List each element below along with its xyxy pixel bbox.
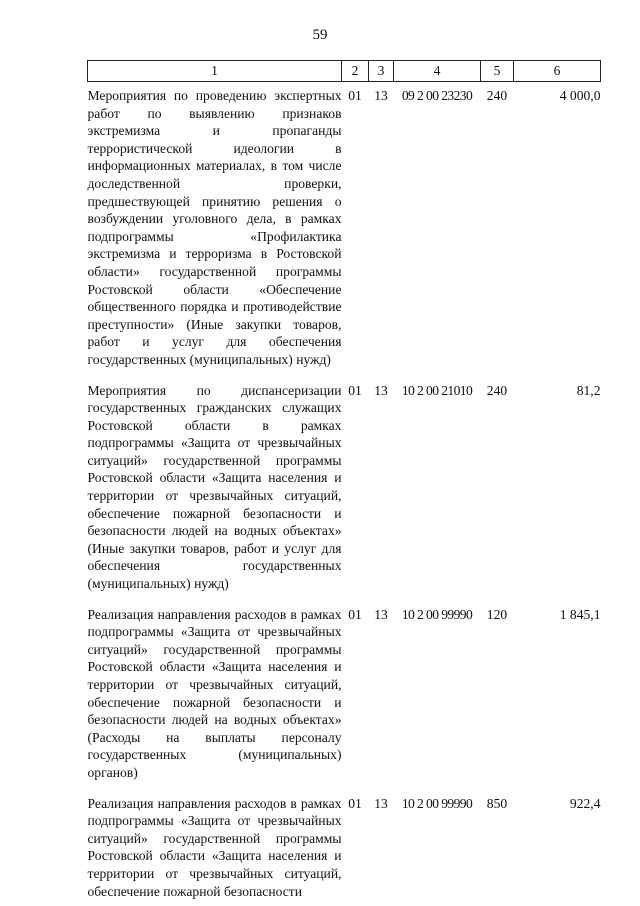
row-description: [88, 788, 342, 906]
row-target-article: 10 2 00 99990: [401, 606, 473, 622]
table-row: [88, 82, 601, 375]
row-subsection-code: 13: [374, 382, 388, 398]
row-expense-type: 240: [486, 88, 508, 103]
row-amount: 4 000,0: [559, 88, 601, 103]
budget-table: [87, 60, 601, 906]
row-section-code: 01: [348, 606, 362, 622]
row-description-text: Мероприятия по диспансеризации государственных гражданских служащих Ростовской области в рамках подпрограммы «Защита от чрезвычайных ситуаций» государственной программы Ростовской области «Защита населения и территории от чрезвычайных ситуаций, обеспечение пожарной безопасности и безопасности людей на водных объектах» (Иные закупки товаров, работ и услуг для обеспечения государственных (муниципальных) нужд): [87, 382, 342, 592]
row-target-article: 10 2 00 99990: [401, 795, 473, 811]
page-number: 59: [312, 27, 328, 43]
header-col-6: 6: [514, 61, 601, 82]
row-subsection-code: 13: [374, 606, 388, 622]
table-row: [88, 375, 601, 599]
row-amount: 922,4: [569, 795, 601, 811]
row-amount: 81,2: [576, 382, 601, 398]
row-section-code: 01: [348, 382, 362, 398]
row-description: [88, 82, 342, 375]
row-expense-type: 240: [486, 382, 508, 398]
row-expense-type: 850: [486, 795, 508, 811]
row-expense-type: 120: [486, 606, 508, 622]
table-row: [88, 599, 601, 788]
row-description-text: Реализация направления расходов в рамках подпрограммы «Защита от чрезвычайных ситуаций» государственной программы Ростовской области «Защита населения и территории от чрезвычайных ситуаций, обеспечение пожарной безопасности: [87, 795, 342, 899]
row-subsection-code: 13: [374, 795, 388, 811]
row-description-text: Реализация направления расходов в рамках подпрограммы «Защита от чрезвычайных ситуаций» государственной программы Ростовской области «Защита населения и территории от чрезвычайных ситуаций, обеспечение пожарной безопасности и безопасности людей на водных объектах» (Расходы на выплаты персоналу государственных (муниципальных) органов): [87, 606, 342, 780]
row-target-article: 10 2 00 21010: [401, 382, 473, 398]
row-amount: 1 845,1: [559, 606, 601, 622]
header-col-2: 2: [342, 61, 369, 82]
row-section-code: 01: [348, 795, 362, 811]
row-subsection-code: 13: [374, 88, 388, 103]
row-target-article: 09 2 00 23230: [401, 88, 473, 103]
header-col-4: 4: [394, 61, 481, 82]
header-col-5: 5: [481, 61, 514, 82]
table-row: [88, 788, 601, 906]
row-description-text: Мероприятия по проведению экспертных работ по выявлению признаков экстремизма и пропаганды террористической идеологии в информационных материалах, в том числе доследственной проверки, предшествующей принятию решения о возбуждении уголовного дела, в рамках подпрограммы «Профилактика экстремизма и терроризма в Ростовской области» государственной программы Ростовской области «Обеспечение общественного порядка и противодействие преступности» (Иные закупки товаров, работ и услуг для обеспечения государственных (муниципальных) нужд): [87, 88, 342, 367]
row-section-code: 01: [348, 88, 362, 103]
table-header-row: [88, 61, 601, 82]
row-description: [88, 599, 342, 788]
row-description: [88, 375, 342, 599]
header-col-3: 3: [369, 61, 394, 82]
header-col-1: 1: [88, 61, 342, 82]
